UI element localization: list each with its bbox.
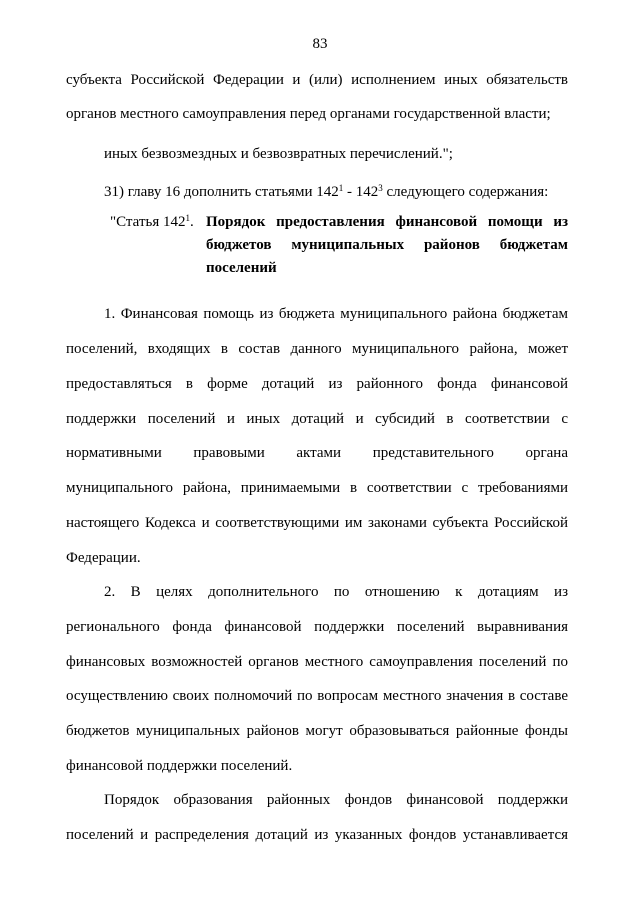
text-line: субъекта Российской Федерации и (или) исполнением иных обязательств [66,72,568,88]
text-line: 1. Финансовая помощь из бюджета муниципального района бюджетам [104,306,568,322]
point-31-line: 31) главу 16 дополнить статьями $142^1 - 142^3$ следующего содержания: [104,183,549,200]
article-title-line: Порядок предоставления финансовой помощи из [206,214,568,230]
text-line: нормативными правовыми актами представительного органа [66,445,568,461]
text-line: предоставляться в форме дотаций из районного фонда финансовой [66,376,568,392]
text-line: бюджетов муниципальных районов могут образовываться районные фонды [66,723,568,739]
text-line: поселений, входящих в состав данного муниципального района, может [66,341,568,357]
text-line: муниципального района, принимаемыми в соответствии с требованиями [66,480,568,496]
article-title-line: поселений [206,260,277,276]
text-line: поддержки поселений и иных дотаций и субсидий в соответствии с [66,411,568,427]
text-line: Порядок образования районных фондов финансовой поддержки [104,792,568,808]
text-line: финансовой поддержки поселений. [66,758,293,774]
text-line: 2. В целях дополнительного по отношению к дотациям из [104,584,568,600]
text-line: осуществлению своих полномочий по вопросам местного значения в составе [66,688,568,704]
article-label: "Статья $142^1$. [110,213,194,230]
text-line: финансовых возможностей органов местного самоуправления поселений по [66,654,568,670]
page-number: 83 [312,36,328,52]
text-line: поселений и распределения дотаций из указанных фондов устанавливается [66,827,568,843]
text-line: регионального фонда финансовой поддержки поселений выравнивания [66,619,568,635]
article-title-line: бюджетов муниципальных районов бюджетам [206,237,568,253]
text-line: Федерации. [66,550,141,566]
text-line: иных безвозмездных и безвозвратных перечислений."; [104,146,453,162]
text-line: органов местного самоуправления перед органами государственной власти; [66,106,551,122]
text-line: настоящего Кодекса и соответствующими им законами субъекта Российской [66,515,568,531]
